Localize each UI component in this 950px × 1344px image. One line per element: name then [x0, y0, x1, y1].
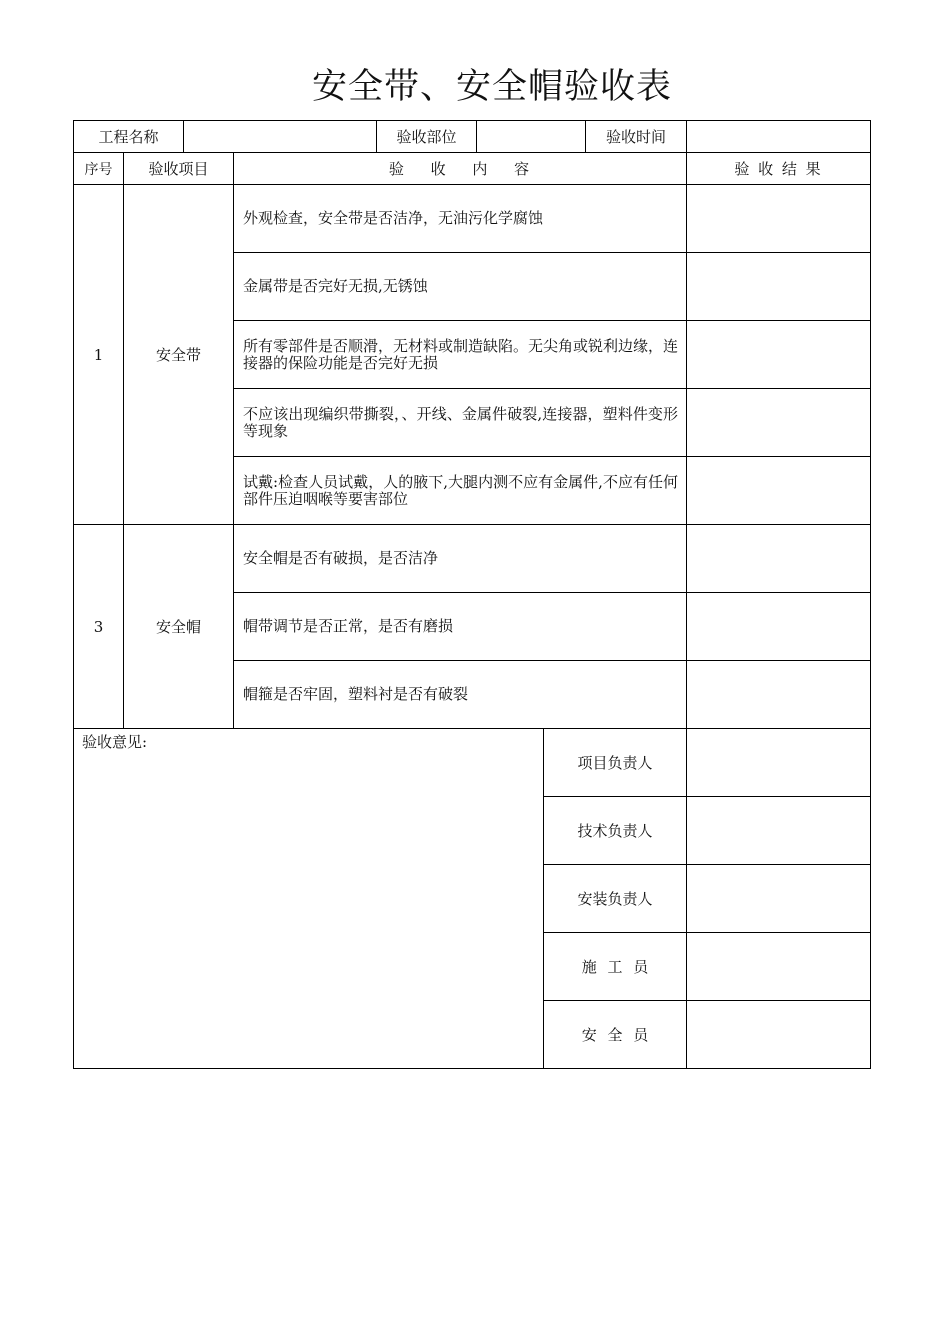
header-row — [74, 121, 871, 153]
check-result-field[interactable] — [687, 457, 871, 525]
table-row — [74, 185, 871, 253]
signature-role: 安装负责人 — [544, 865, 687, 933]
signature-role: 技术负责人 — [544, 797, 687, 865]
time-field[interactable] — [687, 121, 871, 153]
inspection-table — [73, 120, 871, 1069]
table-row — [74, 525, 871, 593]
time-label: 验收时间 — [586, 121, 687, 153]
project-name-field[interactable] — [184, 121, 377, 153]
signature-role: 施 工 员 — [544, 933, 687, 1001]
group-no: 3 — [74, 525, 124, 729]
signature-row — [74, 729, 871, 797]
column-header-row — [74, 153, 871, 185]
check-result-field[interactable] — [687, 185, 871, 253]
project-name-label: 工程名称 — [74, 121, 184, 153]
signature-field[interactable] — [687, 865, 871, 933]
signature-field[interactable] — [687, 1001, 871, 1069]
col-content-header: 验 收 内 容 — [234, 153, 687, 185]
group-no: 1 — [74, 185, 124, 525]
part-field[interactable] — [477, 121, 586, 153]
col-item-header: 验收项目 — [124, 153, 234, 185]
signature-field[interactable] — [687, 797, 871, 865]
signature-field[interactable] — [687, 933, 871, 1001]
check-content: 不应该出现编织带撕裂，、开线、金属件破裂,连接器，塑料件变形等现象 — [234, 389, 687, 457]
col-no-header: 序号 — [74, 153, 124, 185]
check-content: 外观检查，安全带是否洁净，无油污化学腐蚀 — [234, 185, 687, 253]
check-content: 金属带是否完好无损,无锈蚀 — [234, 253, 687, 321]
check-content: 安全帽是否有破损，是否洁净 — [234, 525, 687, 593]
group-item: 安全帽 — [124, 525, 234, 729]
signature-role: 安 全 员 — [544, 1001, 687, 1069]
check-result-field[interactable] — [687, 525, 871, 593]
signature-role: 项目负责人 — [544, 729, 687, 797]
check-result-field[interactable] — [687, 253, 871, 321]
opinion-area[interactable] — [74, 729, 544, 1069]
signature-field[interactable] — [687, 729, 871, 797]
page-title: 安全带、安全帽验收表 — [311, 67, 672, 107]
check-content: 帽带调节是否正常，是否有磨损 — [234, 593, 687, 661]
group-item: 安全带 — [124, 185, 234, 525]
opinion-label: 验收意见: — [82, 733, 148, 751]
check-result-field[interactable] — [687, 661, 871, 729]
check-result-field[interactable] — [687, 593, 871, 661]
part-label: 验收部位 — [377, 121, 477, 153]
check-content: 试戴:检查人员试戴，人的腋下,大腿内测不应有金属件,不应有任何部件压迫咽喉等要害部位 — [234, 457, 687, 525]
check-result-field[interactable] — [687, 389, 871, 457]
check-content: 帽箍是否牢固，塑料衬是否有破裂 — [234, 661, 687, 729]
col-result-header: 验 收 结 果 — [687, 153, 871, 185]
check-content: 所有零部件是否顺滑，无材料或制造缺陷。无尖角或锐利边缘，连接器的保险功能是否完好无损 — [234, 321, 687, 389]
check-result-field[interactable] — [687, 321, 871, 389]
